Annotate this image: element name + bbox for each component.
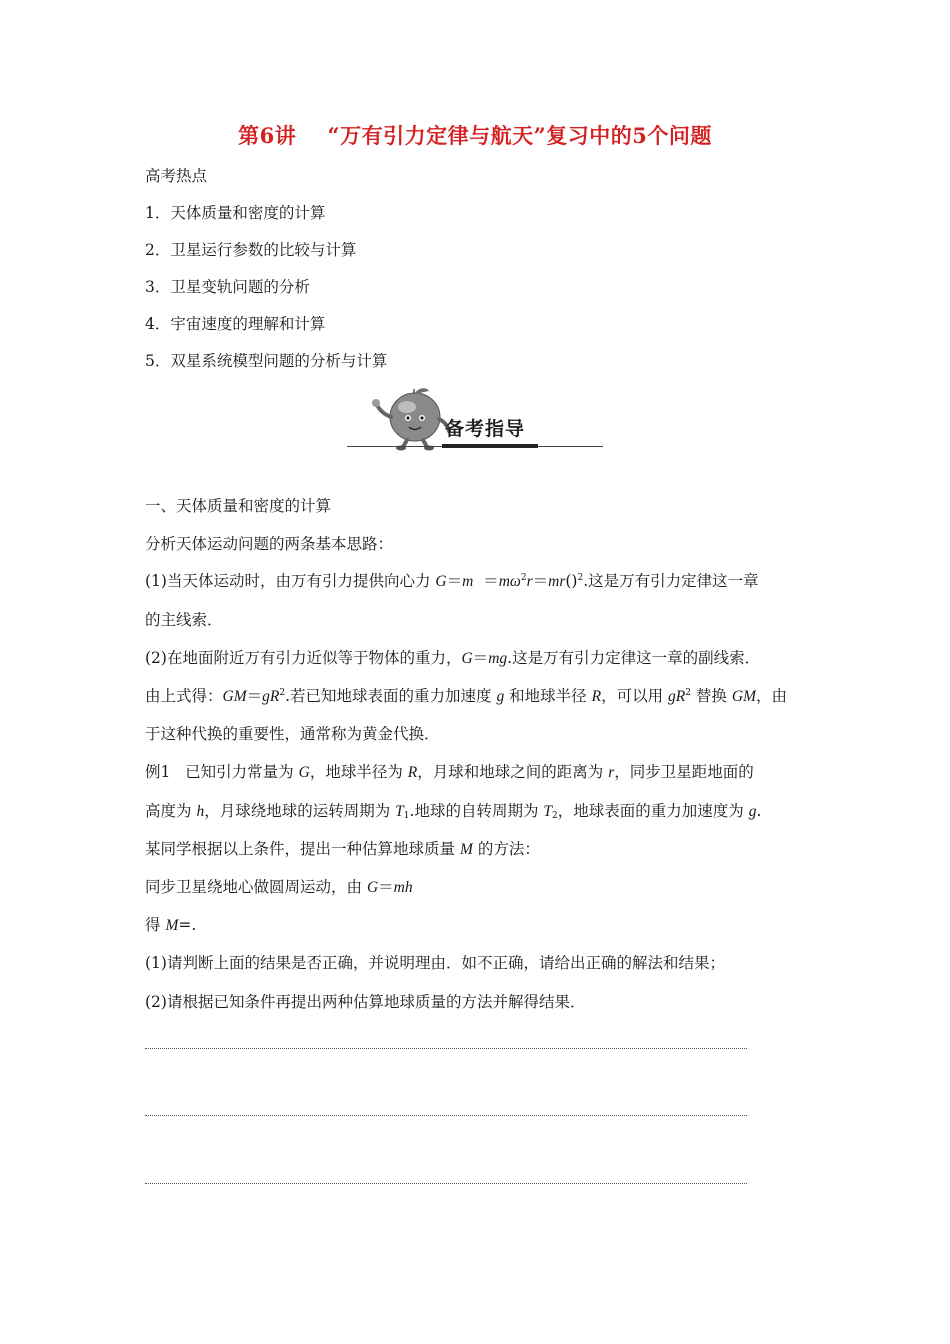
question-2: (2)请根据已知条件再提出两种估算地球质量的方法并解得结果． <box>145 993 586 1011</box>
example-label: 例1 <box>145 763 171 781</box>
banner-label: 备考指导 <box>445 418 526 440</box>
example-line-5: 得 M=. <box>145 916 197 934</box>
section-intro: 分析天体运动问题的两条基本思路： <box>145 535 394 553</box>
page-title <box>0 120 950 150</box>
answer-line[interactable] <box>145 1183 747 1184</box>
example-line-1: 例1 已知引力常量为 G，地球半径为 R，月球和地球之间的距离为 r，同步卫星距地面的 <box>145 763 754 781</box>
hot-topic-item: 1．天体质量和密度的计算 <box>145 204 326 222</box>
section-heading: 一、天体质量和密度的计算 <box>145 497 332 515</box>
paragraph-3-line-1: 由上式得：$GM=gR^2$.若已知地球表面的重力加速度 g 和地球半径 R，可以用 $gR^2$ 替换 GM，由 <box>145 687 787 705</box>
question-1: (1)请判断上面的结果是否正确，并说明理由．如不正确，请给出正确的解法和结果； <box>145 954 725 972</box>
study-guide-banner <box>347 387 603 451</box>
paragraph-2: (2)在地面附近万有引力近似等于物体的重力，G＝mg.这是万有引力定律这一章的副线索． <box>145 649 761 667</box>
lecture-number: 第6讲 <box>238 123 297 148</box>
banner-underline <box>442 444 538 448</box>
hot-topic-item: 5．双星系统模型问题的分析与计算 <box>145 352 388 370</box>
hot-topics-heading: 高考热点 <box>145 167 208 185</box>
answer-line[interactable] <box>145 1048 747 1049</box>
example-line-2: 高度为 h，月球绕地球的运转周期为 $T_1$.地球的自转周期为 $T_2$，地球表面的重力加速度为 g. <box>145 802 762 821</box>
example-line-4: 同步卫星绕地心做圆周运动，由 G＝mh <box>145 878 413 896</box>
hot-topic-item: 2．卫星运行参数的比较与计算 <box>145 241 357 259</box>
mascot-icon <box>367 387 457 451</box>
example-line-3: 某同学根据以上条件，提出一种估算地球质量 M 的方法： <box>145 840 540 858</box>
hot-topic-item: 3．卫星变轨问题的分析 <box>145 278 310 296</box>
paragraph-3-line-2: 于这种代换的重要性，通常称为黄金代换． <box>145 725 440 743</box>
answer-line[interactable] <box>145 1115 747 1116</box>
paragraph-1-line-1: (1)当天体运动时，由万有引力提供向心力 $G=m =m\omega^2r=mr()^2$.这是万有引力定律这一章 <box>145 572 759 590</box>
lecture-topic: “万有引力定律与航天”复习中的5个问题 <box>327 123 712 148</box>
hot-topic-item: 4．宇宙速度的理解和计算 <box>145 315 326 333</box>
paragraph-1-line-2: 的主线索． <box>145 611 223 629</box>
